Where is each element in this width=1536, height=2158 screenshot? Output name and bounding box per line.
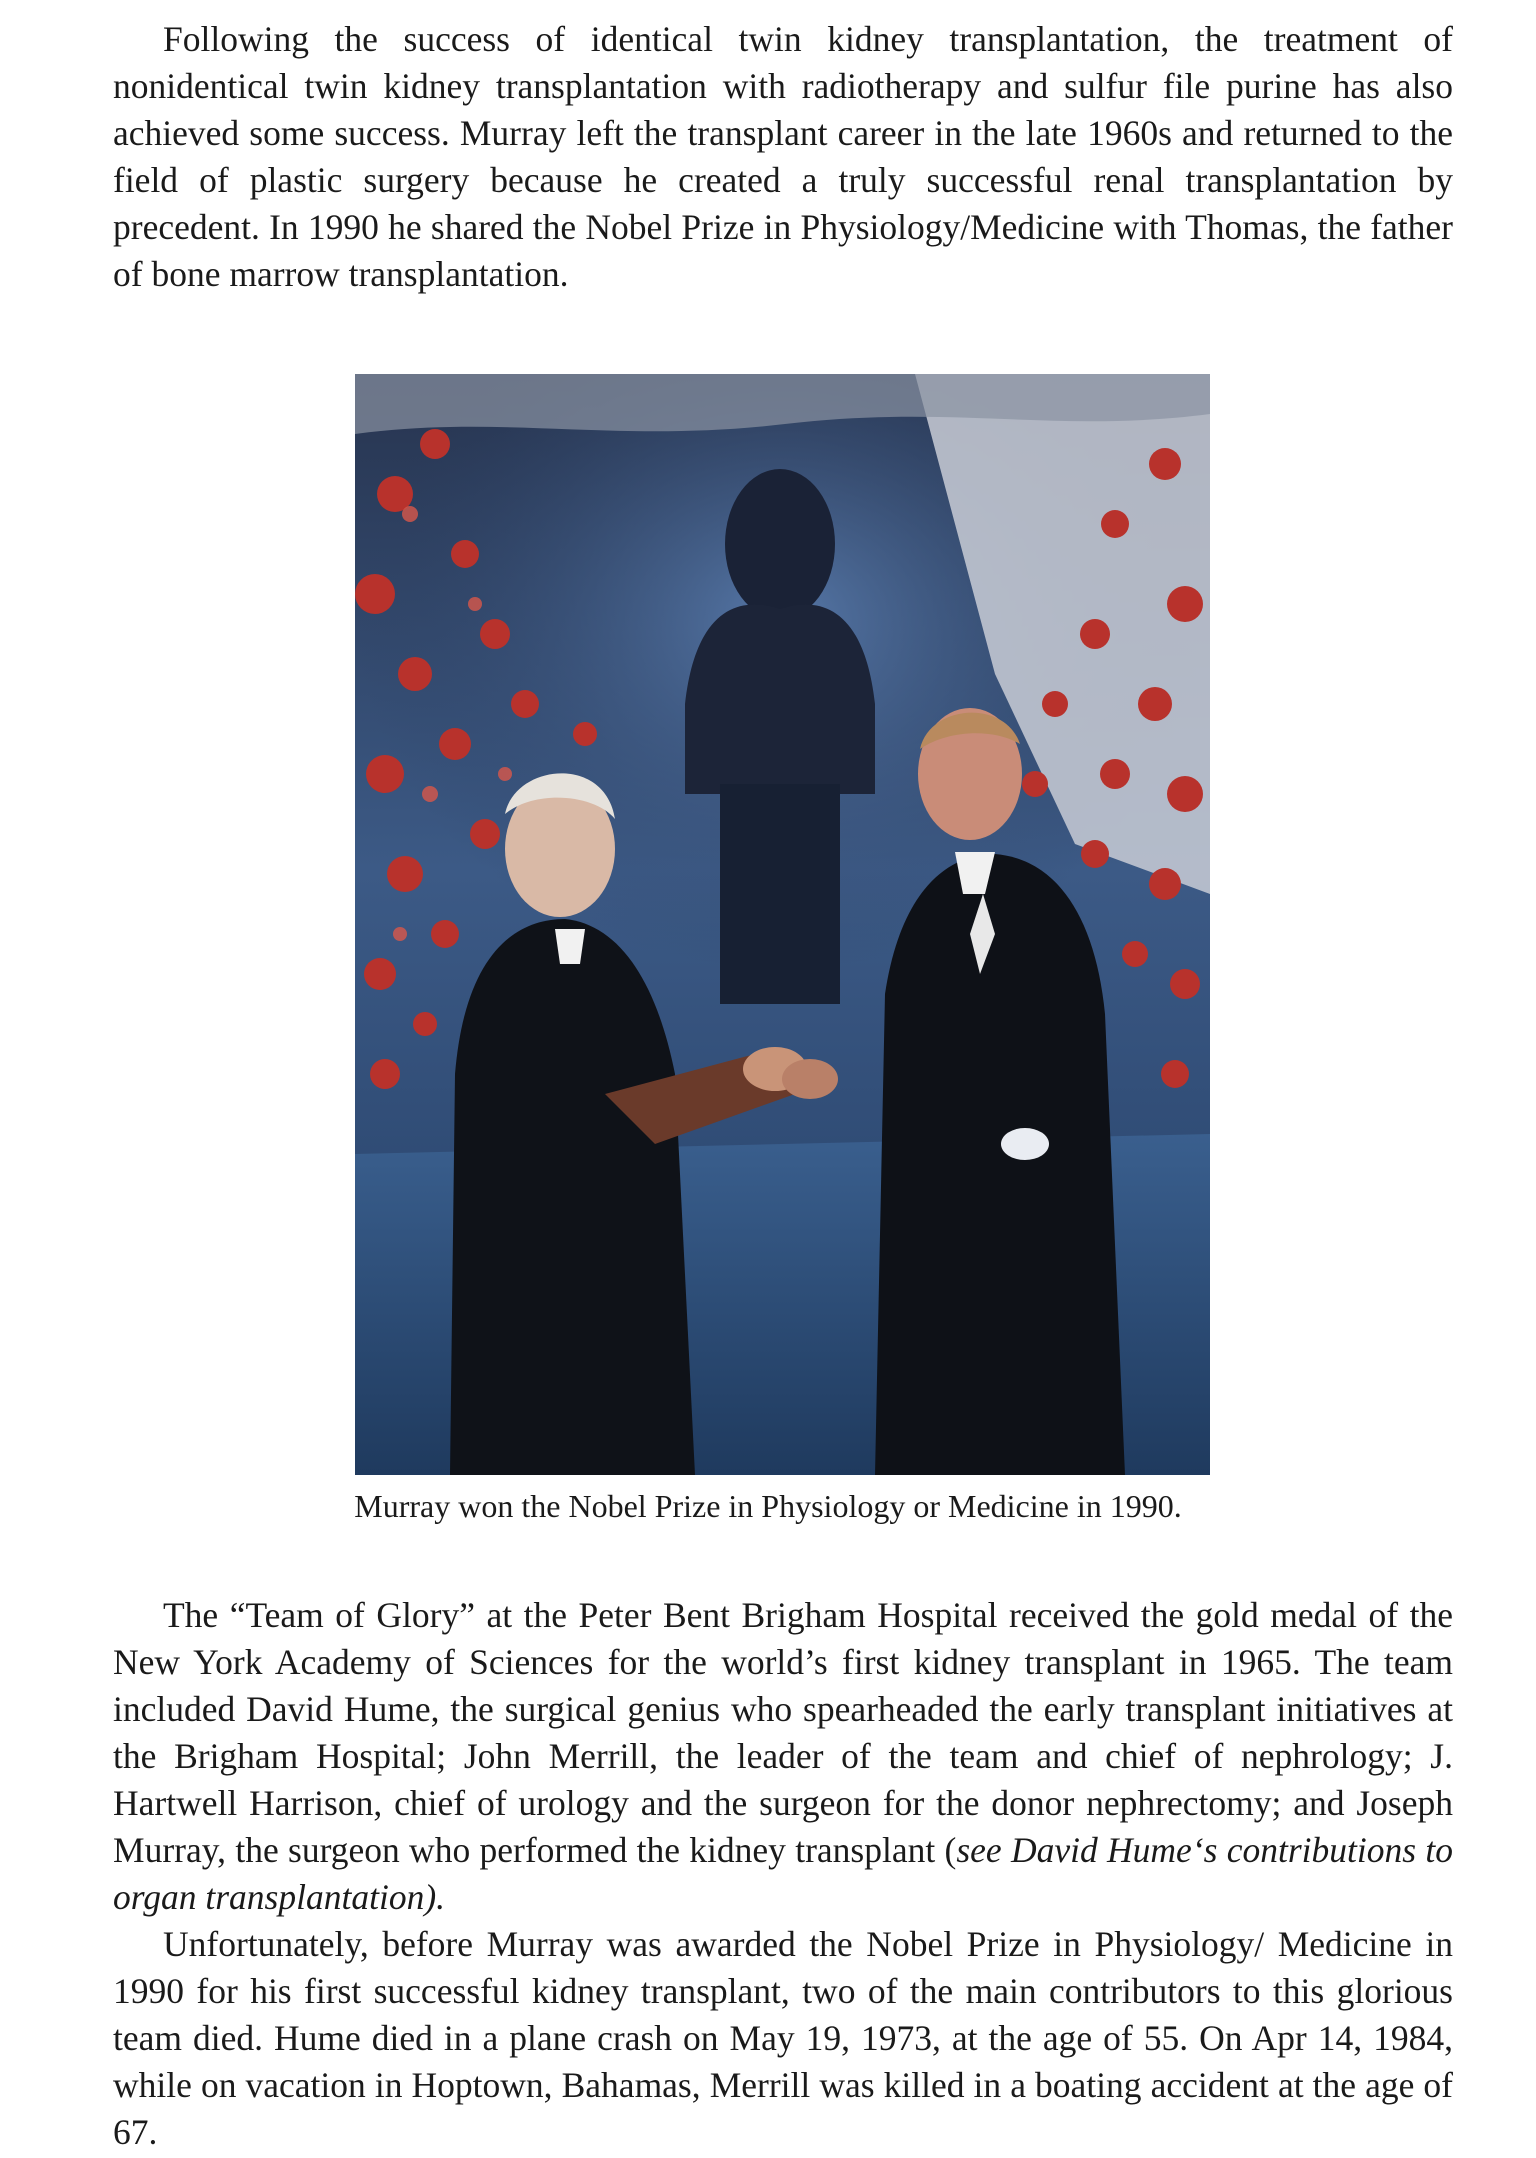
paragraph-intro: Following the success of identical twin kidney transplantation, the treatment of nonidentical twin kidney transplantation with radiotherapy and sulfur file purine has also achieved some success. Murray left the transplant career in the late 1960s and returned to the field of plastic surgery because he created a truly successful renal transplantation by precedent. In 1990 he shared the Nobel Prize in Physiology/Medicine with Thomas, the father of bone marrow transplantation. bbox=[113, 19, 1453, 294]
paragraph-unfortunately: Unfortunately, before Murray was awarded the Nobel Prize in Physiology/ Medicine in 1990 for his first successful kidney transplant, two of the main contributors to this glorious team died. Hume died in a plane crash on May 19, 1973, at the age of 55. On Apr 14, 1984, while on vacation in Hoptown, Bahamas, Merrill was killed in a boating accident at the age of 67. bbox=[113, 1924, 1453, 2152]
nobel-ceremony-photo bbox=[355, 374, 1210, 1475]
cross-reference: see David Hume‘s contributions to organ transplantation). bbox=[113, 1830, 1453, 1917]
team-text: The “Team of Glory” at the Peter Bent Brigham Hospital received the gold medal of the New York Academy of Sciences for the world’s first kidney transplant in 1965. The team included David Hume, the surgical genius who spearheaded the early transplant initiatives at the Brigham Hospital; John Merrill, the leader of the team and chief of nephrology; J. Hartwell Harrison, chief of urology and the surgeon for the donor nephrectomy; and Joseph Murray, the surgeon who performed the kidney transplant ( bbox=[113, 1595, 1453, 1870]
paragraph-team-of-glory bbox=[113, 1592, 1453, 1921]
figure-caption: Murray won the Nobel Prize in Physiology or Medicine in 1990. bbox=[354, 1488, 1182, 1524]
